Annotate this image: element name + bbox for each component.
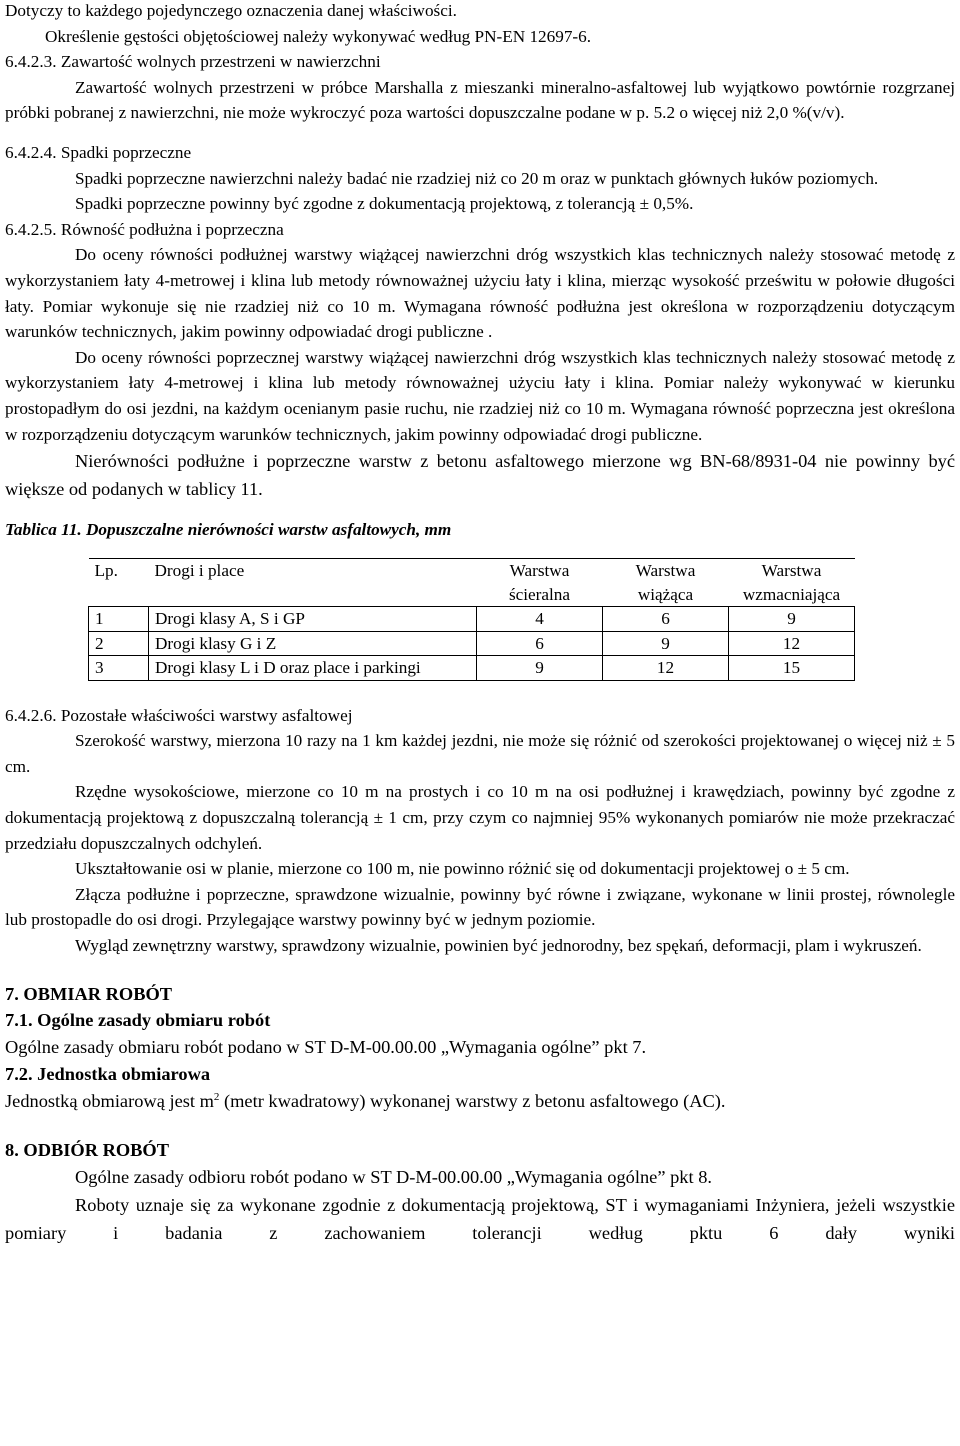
cell-value: 9 [603, 631, 729, 656]
header-col3-line2: wzmacniająca [742, 584, 841, 604]
paragraph: Roboty uznaje się za wykonane zgodnie z dokumentacją projektową, ST i wymaganiami Inżyniera, jeżeli wszystkie pomiary i badania z zachowaniem tolerancji według pktu 6 dały wyniki [5, 1194, 955, 1243]
unit-text-a: Jednostką obmiarową jest m [5, 1090, 214, 1111]
section-heading-72: 7.2. Jednostka obmiarowa [5, 1063, 211, 1084]
header-col1 [477, 559, 603, 607]
cell-value: 12 [729, 631, 855, 656]
table-row [89, 607, 855, 632]
header-lp: Lp. [89, 559, 149, 607]
header-col2-line1: Warstwa [635, 561, 696, 581]
header-col1-line2: ścieralna [508, 584, 571, 604]
cell-value: 15 [729, 656, 855, 681]
paragraph: Ogólne zasady obmiaru robót podano w ST D-M-00.00.00 „Wymagania ogólne” pkt 7. [5, 1036, 647, 1057]
paragraph: Ogólne zasady odbioru robót podano w ST D-M-00.00.00 „Wymagania ogólne” pkt 8. [75, 1166, 712, 1187]
cell-value: 12 [603, 656, 729, 681]
section-heading-8: 8. ODBIÓR ROBÓT [5, 1139, 170, 1160]
paragraph: Zawartość wolnych przestrzeni w próbce Marshalla z mieszanki mineralno-asfaltowej lub wyjątkowo powtórnie rozgrzanej próbki pobranej z nawierzchni, nie może wykroczyć poza wartości dopuszczalne podane w p. 5.2 o więcej niż 2,0 %(v/v). [5, 77, 955, 123]
paragraph: Do oceny równości podłużnej warstwy wiążącej nawierzchni dróg wszystkich klas technicznych należy stosować metodę z wykorzystaniem łaty 4-metrowej i klina lub metody równoważnej użyciu łaty i klina, mierząc wysokość prześwitu w połowie długości łaty. Pomiar wykonuje się nie rzadziej niż co 10 m. Wymagana równość podłużna jest określona w rozporządzeniu dotyczącym warunków technicznych, jakim powinny odpowiadać drogi publiczne . [5, 245, 955, 342]
section-heading-6424: 6.4.2.4. Spadki poprzeczne [5, 142, 192, 162]
table-caption: Tablica 11. Dopuszczalne nierówności warstw asfaltowych, mm [5, 520, 452, 540]
header-col3 [729, 559, 855, 607]
header-col3-line1: Warstwa [761, 561, 822, 581]
cell-value: 6 [603, 607, 729, 632]
section-heading-6426: 6.4.2.6. Pozostałe właściwości warstwy asfaltowej [5, 705, 353, 725]
table-11 [88, 558, 855, 681]
section-heading-6423: 6.4.2.3. Zawartość wolnych przestrzeni w nawierzchni [5, 52, 381, 72]
paragraph: Spadki poprzeczne nawierzchni należy badać nie rzadziej niż co 20 m oraz w punktach głównych łuków poziomych. [75, 168, 879, 188]
cell-value: 4 [477, 607, 603, 632]
section-heading-7: 7. OBMIAR ROBÓT [5, 983, 173, 1004]
cell-value: 9 [729, 607, 855, 632]
unit-superscript: 2 [213, 1090, 220, 1103]
paragraph: Szerokość warstwy, mierzona 10 razy na 1 km każdej jezdni, nie może się różnić od szerokości projektowanej o więcej niż ± 5 cm. [5, 731, 955, 776]
header-col2 [603, 559, 729, 607]
table-row [89, 631, 855, 656]
paragraph: Nierówności podłużne i poprzeczne warstw z betonu asfaltowego mierzone wg BN-68/8931-04 nie powinny być większe od podanych w tablicy 11. [5, 451, 955, 500]
paragraph: Do oceny równości poprzecznej warstwy wiążącej nawierzchni dróg wszystkich klas technicznych należy stosować metodę z wykorzystaniem łaty 4-metrowej i klina lub metody równoważnej użyciu łaty i klina. Pomiar należy wykonywać w kierunku prostopadłym do osi jezdni, na każdym ocenianym pasie ruchu, nie rzadziej niż co 10 m. Wymagana równość poprzeczna jest określona w rozporządzeniu dotyczącym warunków technicznych, jakim powinny odpowiadać drogi publiczne. [5, 347, 955, 444]
unit-text-b: (metr kwadratowy) wykonanej warstwy z betonu asfaltowego (AC). [219, 1090, 726, 1111]
cell-lp: 3 [89, 656, 149, 681]
paragraph: Złącza podłużne i poprzeczne, sprawdzone wizualnie, powinny być równe i związane, wykonane w linii prostej, równolegle lub prostopadle do osi drogi. Przylegające warstwy powinny być w jednym poziomie. [5, 884, 955, 930]
document-page [5, 0, 955, 1247]
cell-name: Drogi klasy G i Z [149, 631, 477, 656]
cell-name: Drogi klasy A, S i GP [149, 607, 477, 632]
paragraph: Wygląd zewnętrzny warstwy, sprawdzony wizualnie, powinien być jednorodny, bez spękań, deformacji, plam i wykruszeń. [75, 935, 922, 955]
paragraph: Spadki poprzeczne powinny być zgodne z dokumentacją projektową, z tolerancją ± 0,5%. [75, 194, 694, 214]
header-col1-line1: Warstwa [509, 561, 570, 581]
paragraph: Ukształtowanie osi w planie, mierzone co 100 m, nie powinno różnić się od dokumentacji projektowej o ± 5 cm. [75, 859, 850, 879]
table-row [89, 656, 855, 681]
cell-lp: 2 [89, 631, 149, 656]
paragraph: Dotyczy to każdego pojedynczego oznaczenia danej właściwości. [5, 1, 457, 20]
table-header-row [89, 559, 855, 607]
cell-lp: 1 [89, 607, 149, 632]
paragraph: Określenie gęstości objętościowej należy wykonywać według PN-EN 12697-6. [45, 26, 592, 46]
header-col2-line2: wiążąca [637, 584, 694, 604]
cell-value: 9 [477, 656, 603, 681]
paragraph-unit [5, 1087, 955, 1115]
cell-name: Drogi klasy L i D oraz place i parkingi [149, 656, 477, 681]
section-heading-71: 7.1. Ogólne zasady obmiaru robót [5, 1009, 271, 1030]
paragraph: Rzędne wysokościowe, mierzone co 10 m na prostych i co 10 m na osi podłużnej i krawędziach, powinny być zgodne z dokumentacją projektową z dopuszczalną tolerancją ± 1 cm, przy czym co najmniej 95% wykonanych pomiarów nie może przekraczać przedziału dopuszczalnych odchyleń. [5, 782, 955, 853]
section-heading-6425: 6.4.2.5. Równość podłużna i poprzeczna [5, 219, 284, 239]
header-name: Drogi i place [149, 559, 477, 607]
cell-value: 6 [477, 631, 603, 656]
